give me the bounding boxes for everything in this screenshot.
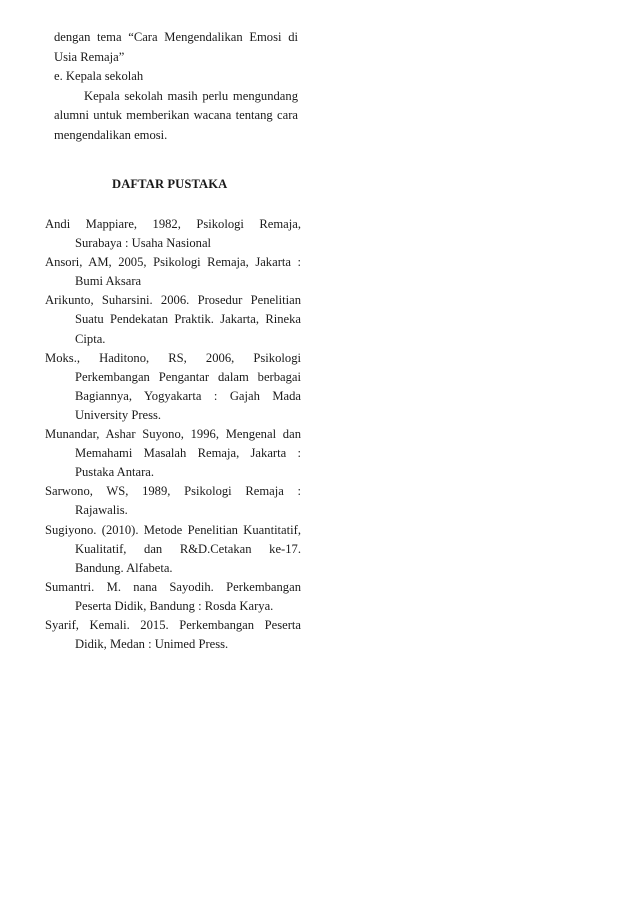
reference-line: Sarwono, WS, 1989, Psikologi Remaja : [45, 484, 301, 499]
reference-entry [45, 253, 301, 291]
reference-line: Pustaka Antara. [75, 465, 155, 480]
reference-line: Peserta Didik, Bandung : Rosda Karya. [75, 598, 274, 613]
reference-line: Suatu Pendekatan Praktik. Jakarta, Rineka [75, 312, 301, 327]
reference-entry [45, 521, 301, 578]
reference-entry [45, 349, 301, 425]
reference-line: Kualitatif, dan R&D.Cetakan ke-17. [75, 541, 301, 556]
reference-line: Sugiyono. (2010). Metode Penelitian Kuantitatif, [45, 522, 301, 537]
reference-line: Arikunto, Suharsini. 2006. Prosedur Penelitian [45, 293, 301, 308]
reference-line: Bandung. Alfabeta. [75, 560, 173, 575]
intro-line: dengan tema “Cara Mengendalikan Emosi di [54, 30, 298, 44]
section-heading: DAFTAR PUSTAKA [112, 177, 228, 191]
paragraph-line: mengendalikan emosi. [54, 127, 168, 142]
reference-line: Munandar, Ashar Suyono, 1996, Mengenal dan [45, 427, 301, 442]
reference-line: Rajawalis. [75, 503, 128, 518]
reference-line: Memahami Masalah Remaja, Jakarta : [75, 446, 301, 461]
reference-entry [45, 482, 301, 520]
reference-entry [45, 616, 301, 654]
reference-line: University Press. [75, 407, 162, 422]
reference-line: Perkembangan Pengantar dalam berbagai [75, 369, 301, 384]
reference-line: Syarif, Kemali. 2015. Perkembangan Peserta [45, 617, 301, 632]
paragraph-line: alumni untuk memberikan wacana tentang cara [54, 108, 298, 122]
reference-line: Cipta. [75, 331, 106, 346]
reference-line: Surabaya : Usaha Nasional [75, 236, 212, 251]
reference-line: Bagiannya, Yogyakarta : Gajah Mada [75, 388, 301, 403]
reference-entry [45, 425, 301, 482]
reference-line: Ansori, AM, 2005, Psikologi Remaja, Jakarta : [45, 255, 301, 270]
reference-entry [45, 215, 301, 253]
reference-entry [45, 291, 301, 348]
reference-line: Andi Mappiare, 1982, Psikologi Remaja, [45, 217, 301, 231]
reference-entry [45, 578, 301, 616]
paragraph-line: Kepala sekolah masih perlu mengundang [84, 88, 298, 103]
reference-line: Bumi Aksara [75, 274, 142, 289]
list-item-e: e. Kepala sekolah [54, 69, 144, 83]
intro-section [54, 28, 298, 145]
intro-line: Usia Remaja” [54, 49, 125, 64]
reference-line: Didik, Medan : Unimed Press. [75, 637, 229, 652]
reference-list [45, 215, 301, 654]
reference-line: Sumantri. M. nana Sayodih. Perkembangan [45, 579, 301, 594]
reference-line: Moks., Haditono, RS, 2006, Psikologi [45, 350, 301, 365]
